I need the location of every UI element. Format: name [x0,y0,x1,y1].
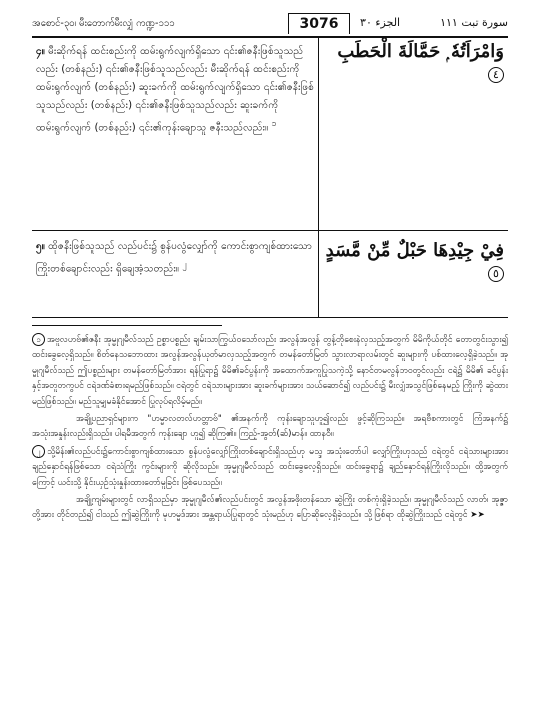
verse-translation [36,238,314,278]
verse-block [32,37,508,231]
header-surah-juz [360,16,508,29]
verse-number: ၅။ [36,241,45,252]
footnote-separator [32,325,222,326]
footnote-paragraph [32,493,508,524]
footnote-text: သို့မိန်း၏လည်ပင်း၌ကောင်းစွာကျစ်ထားသော စွန်ပလွံလျှော်ကြိုးတစ်ချောင်းရှိသည်ဟု မသ္ဒ အသုံးတော်ပါ လျှော်ကြိုးဟုသည် ငရဲတွင် ငရဲသားများအား ချည်နှောင်ရန်ဖြစ်သော ငရဲသံကြိုး ကွင်းများကို ဆိုလိုသည်။ အုမ္မုဂျမီလ်သည် ထင်းခွေလေ့ရှိသည်။ ထင်းခွေရာ၌ ချည်နှောင်ရန်ကြိုးလိုသည်။ ထို့အတွက်ကြောင့် ယင်းသို့ နိုင်းယှဉ်သုံးနှုန်းထားတော်မူခြင်း ဖြစ်ပေသည်။ [32,446,508,488]
page-number: 3076 [288,13,350,34]
footnote-paragraph [32,412,508,443]
translation-text: မီးဆိုက်ရန် ထင်းစည်းကို ထမ်းရွက်လျက်ရှိသော ၎င်း၏ဇနီးဖြစ်သူသည်လည်း (တစ်နည်း) ၎င်း၏ဇနီးဖြစ်သူသည်လည်း မီးဆိုက်ရန် ထင်းစည်းကို ထမ်းရွက်လျက် (တစ်နည်း) ဆူးခက်ကို ထမ်းရွက်လျက်ရှိသော ၎င်း၏ဇနီးဖြစ်သူသည်လည်း (တစ်နည်း) ၎င်း၏ဇနီးဖြစ်သူသည်လည်း ဆူးခက်ကို ထမ်းရွက်လျက် (တစ်နည်း) ၎င်း၏ကုန်းချောသူ ဇနီးသည်လည်း။ [36,46,314,134]
ayah-number-mark: ٤ [488,67,504,83]
footnote-text: အဗူလဟဗ်၏ဇနီး အုမ္မုဂျမီလ်သည် ဥစ္စာပစ္စည်း ချမ်းသာကြွယ်ဝသော်လည်း အလွန်အလွန် တွန့်တိုစေးနဲလှသည့်အတွက် မိမိကိုယ်တိုင် တောတွင်းသွား၍ ထင်းခွေလေ့ရှိသည်။ စိတ်နေသဘောထား အလွန်အလွန်ယုတ်မာလှသည့်အတွက် တမန်တော်မြတ် သွားလာရာလမ်းတွင် ဆူးများကို ပစ်ထားလေ့ရှိခဲ့သည်။ အုမ္မုဂျမီလ်သည် ဤပစ္စည်းများ တမန်တော်မြတ်အား ရန်ပြုရာ၌ မိမိ၏ခင်ပွန်းကို အထောက်အကူပြုသကဲ့သို့ နောင်တမလွန်ဘဝတွင်လည်း ငရဲ၌ မိမိ၏ ခင်ပွန်းနှင့်အတူတကွပင် ငရဲဒဏ်ခံစားရမည်ဖြစ်သည်။ ငရဲတွင် ငရဲသားများအား ဆူးခက်များအား သယ်ဆောင်၍ လည်ပင်း၌ မီးလျှံအသွင်ဖြစ်နေမည့် ကြိုးကို ဆွဲထားမည်ဖြစ်သည်။ မည်သူမျှမခံနိုင်အောင် ပြုလုပ်ရလိမ့်မည်။ [32,335,508,407]
page-header [32,14,508,38]
ayah-number-mark: ٥ [488,266,504,282]
footnote-paragraph [32,333,508,410]
verse-number: ၄။ [36,46,45,57]
arabic-text: فِيْ جِيْدِهَا حَبْلٌ مِّنْ مَّسَدٍ [325,240,504,261]
footnote-mark: ၁ [32,333,45,346]
footnote-paragraph [32,445,508,491]
header-juz: الجزء ٣٠ [360,16,401,29]
column-divider [318,37,319,230]
footnote-ref: ၂ [182,260,187,270]
footnotes [32,333,508,526]
verse-translation [36,43,314,137]
translation-text: ထိုဇနီးဖြစ်သူသည် လည်ပင်း၌ စွန်ပလွံလျှော်ကို ကောင်းစွာကျစ်ထားသော ကြိုးတစ်ချောင်းလည်း ရှိချေအံ့သတည်း။ [36,241,313,275]
arabic-verse [324,240,504,282]
verse-block [32,230,508,318]
column-divider [318,230,319,317]
header-volume-chapter: အစောင်-၃၀၊ မီးတောက်မီးလျှံ ကဏ္ဍ-၁၁၁ [32,18,175,29]
footnote-mark: ၂ [32,445,45,458]
arabic-verse [324,41,504,83]
arabic-text: وَامْرَاَتُهٗ ۭ حَمَّالَةَ الْحَطَبِ [337,41,504,62]
header-surah: سورة تبت ١١١ [440,16,508,29]
footnote-ref: ၁ [271,119,277,129]
footnote-text: အချို့ကျမ်းများတွင် လာရှိသည်မှာ အုမ္မုဂျမီလ်၏လည်ပင်းတွင် အလွန်အဖိုးတန်သော ဆွဲကြိုး တစ်ကုံးရှိခဲ့သည်။ အုမ္မုဂျမီလ်သည် လာတ်၊ အုဇ္ဇာ တို့အား တိုင်တည်၍ ငါသည် ဤဆွဲကြိုးကို မုဟမ္မဒ်အား အန္တရာယ်ပြုရာတွင် သုံးမည်ဟု ပြောဆိုလေ့ရှိခဲ့သည်။ သို့ဖြစ်ရာ ထိုဆွဲကြိုးသည် ငရဲတွင် ➤➤ [32,495,508,521]
footnote-text: အချို့ပညာရှင်များက "ဟမ္မာလတလ်ဟတ္တာဗ်" ၏အနက်ကို ကုန်းချောသူဟူ၍လည်း ဖွင့်ဆိုကြသည်။ အရဗီစကားတွင် ကြံအနက်၌ အသုံးအနှုန်းလည်းရှိသည်။ ပါရမီအတွက် ကုန်းချော ဟူ၍ ဆိုကြ၏။ ကြည့်-အွတ်(ဆ်)မာန်။ ထာနဝီ။ [32,414,508,440]
